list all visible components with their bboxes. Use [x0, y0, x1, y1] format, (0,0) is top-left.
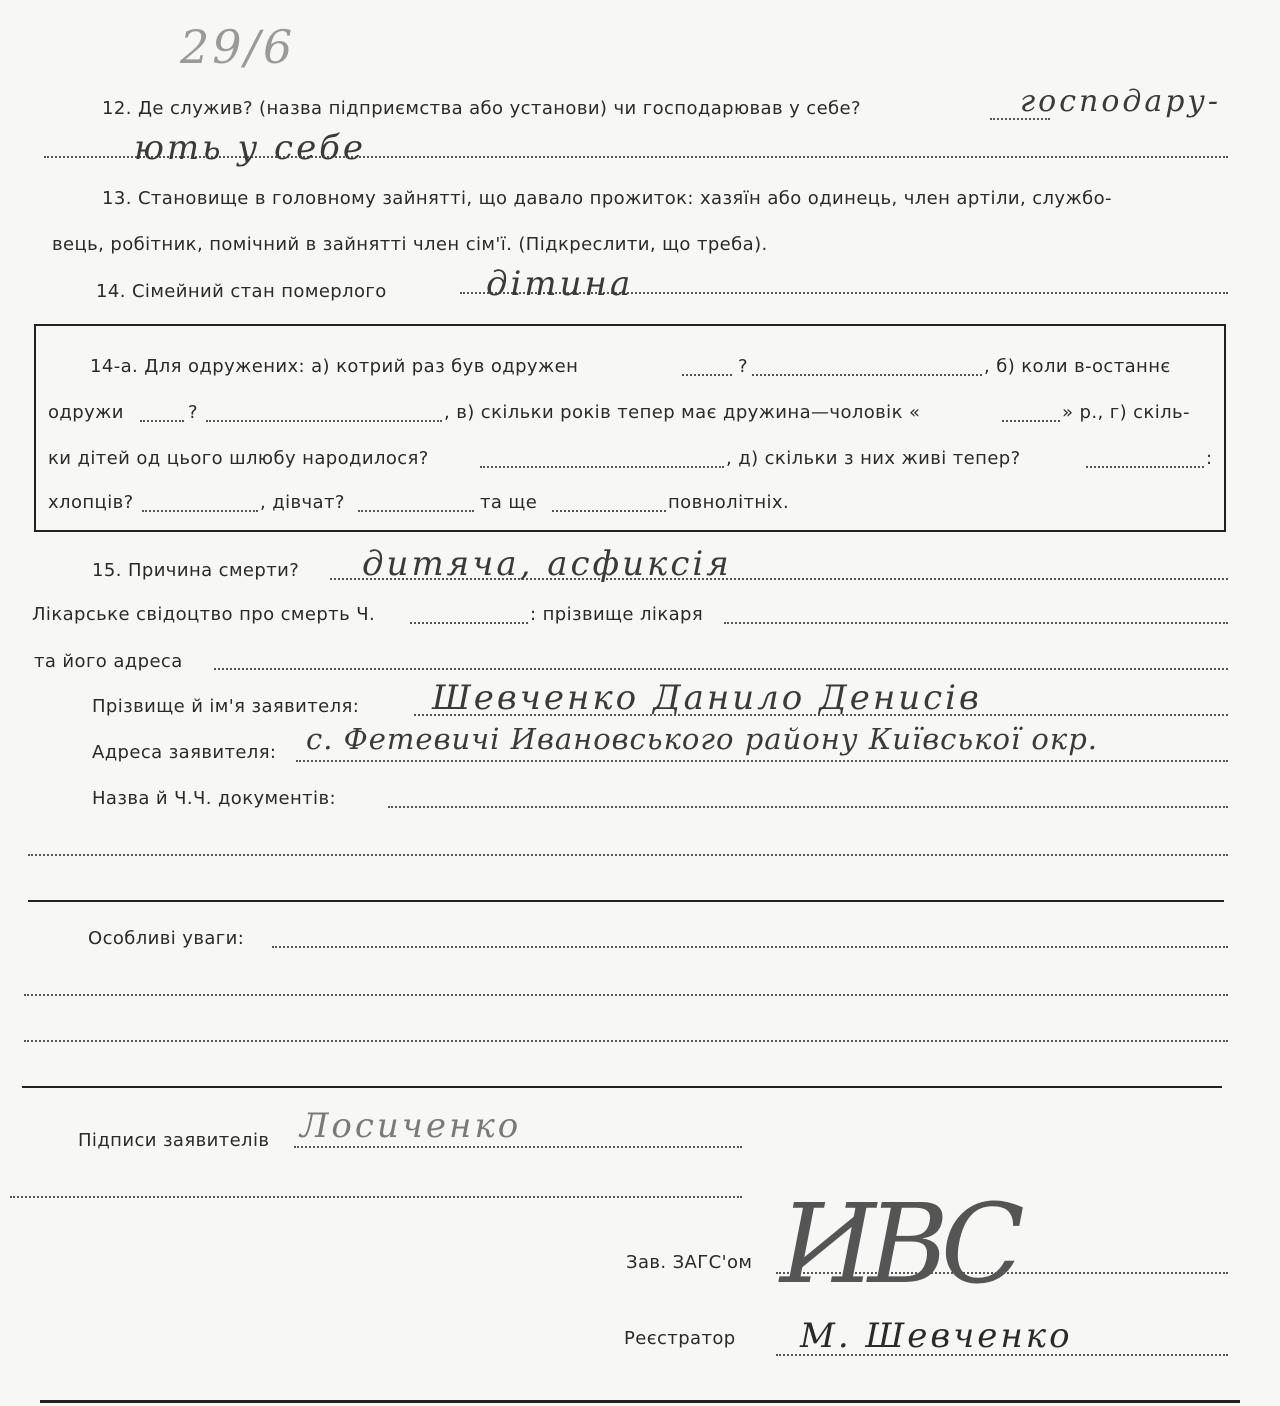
applicant-docs-line	[388, 806, 1228, 808]
applicant-address-value: с. Фетевичі Ивановського району Київської окр.	[306, 722, 1098, 756]
head-zags-label: Зав. ЗАГС'ом	[626, 1252, 753, 1273]
head-zags-signature: ИВС	[780, 1180, 1017, 1308]
applicant-docs-line-2	[28, 854, 1228, 856]
q13-line-1: 13. Становище в головному зайнятті, що давало прожиток: хазяїн або одинець, член артіли, службо-	[102, 188, 1112, 209]
q14a-dots-4b	[358, 510, 474, 512]
notes-label: Особливі уваги:	[88, 928, 245, 949]
notes-line-1	[272, 946, 1228, 948]
q14a-dots-3b	[1086, 466, 1204, 468]
applicant-name-label: Прізвище й ім'я заявителя:	[92, 696, 360, 717]
q15-answer: дитяча, асфиксія	[362, 544, 732, 584]
medical-doctor-line	[724, 622, 1228, 624]
q14a-line-4b: , дівчат?	[260, 492, 345, 513]
registrar-label: Реєстратор	[624, 1328, 736, 1349]
medical-address-line	[214, 668, 1228, 670]
q14-label: 14. Сімейний стан померлого	[96, 281, 387, 302]
q12-answer-part1: господару-	[1020, 84, 1222, 119]
q12-answer-part2: ють у себе	[134, 128, 367, 168]
q14a-dots-1a	[682, 374, 732, 376]
applicants-signature-line-2	[10, 1196, 742, 1198]
bottom-border	[40, 1400, 1240, 1403]
q14a-dots-2c	[1002, 420, 1060, 422]
q14a-line-1q: ?	[738, 356, 748, 377]
notes-line-3	[24, 1040, 1228, 1042]
q12-label: 12. Де служив? (назва підприємства або установи) чи господарював у себе?	[102, 98, 861, 119]
q14a-line-3c: :	[1206, 448, 1213, 469]
archive-number: 29/6	[180, 20, 296, 74]
applicant-name-value: Шевченко Данило Денисів	[432, 678, 982, 718]
q14a-line-2b: , в) скільки років тепер має дружина—чоловік «	[444, 402, 921, 423]
q14a-line-3a: ки дітей од цього шлюбу народилося?	[48, 448, 429, 469]
q14a-dots-1b	[752, 374, 982, 376]
q14a-line-4c: та ще	[480, 492, 538, 513]
applicant-docs-label: Назва й Ч.Ч. документів:	[92, 788, 336, 809]
applicants-signature-label: Підписи заявителів	[78, 1130, 270, 1151]
q14a-line-3b: , д) скільки з них живі тепер?	[726, 448, 1021, 469]
medical-doctor-label: : прізвище лікаря	[530, 604, 704, 625]
q14a-dots-4c	[552, 510, 666, 512]
q13-line-2: вець, робітник, помічний в зайнятті член сім'ї. (Підкреслити, що треба).	[52, 234, 768, 255]
registrar-signature-value: М. Шевченко	[800, 1316, 1073, 1356]
q14a-line-2q: ?	[188, 402, 198, 423]
medical-label: Лікарське свідоцтво про смерть Ч.	[32, 604, 376, 625]
medical-address-label: та його адреса	[34, 651, 183, 672]
q14a-dots-4a	[142, 510, 258, 512]
q14a-line-2c: » р., г) скіль-	[1062, 402, 1190, 423]
q14a-line-4d: повнолітніх.	[668, 492, 790, 513]
applicant-address-label: Адреса заявителя:	[92, 742, 277, 763]
section-divider-1	[28, 900, 1224, 902]
q14a-line-4a: хлопців?	[48, 492, 134, 513]
applicant-address-line	[296, 760, 1228, 762]
q14a-dots-3a	[480, 466, 724, 468]
q14a-dots-2b	[206, 420, 442, 422]
q14a-line-1b: , б) коли в-останнє	[984, 356, 1171, 377]
q14a-dots-2a	[140, 420, 184, 422]
q14-answer: дітина	[486, 264, 634, 304]
q15-label: 15. Причина смерти?	[92, 560, 300, 581]
medical-number-line	[410, 622, 528, 624]
applicants-signature-value: Лосиченко	[300, 1106, 522, 1146]
q14a-line-1a: 14-а. Для одружених: а) котрий раз був одружен	[90, 356, 579, 377]
section-divider-2	[22, 1086, 1222, 1088]
notes-line-2	[24, 994, 1228, 996]
applicants-signature-line	[294, 1146, 742, 1148]
q14a-line-2a: одружи	[48, 402, 124, 423]
